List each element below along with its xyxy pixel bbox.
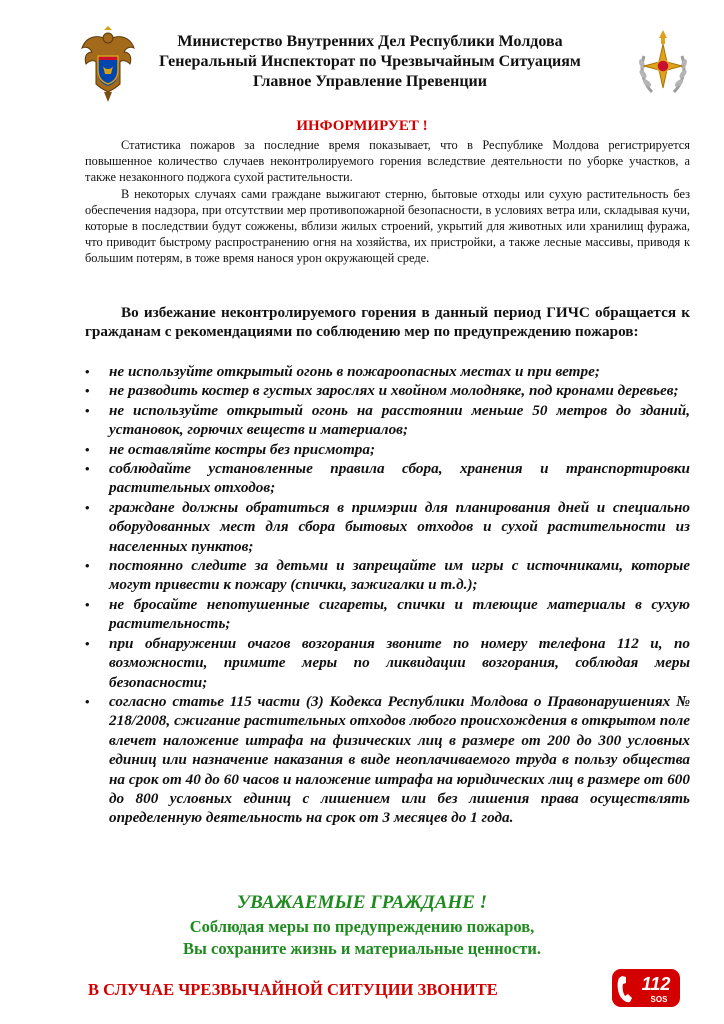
list-item bbox=[85, 459, 690, 498]
bullet-icon: • bbox=[85, 635, 90, 651]
appeal-paragraph: Во избежание неконтролируемого горения в данный период ГИЧС обращается к гражданам с рекомендациями по соблюдению мер по предупреждению пожаров: bbox=[85, 304, 690, 341]
list-item bbox=[85, 692, 690, 828]
list-item bbox=[85, 634, 690, 692]
bullet-icon: • bbox=[85, 383, 90, 399]
ministry-title: Министерство Внутренних Дел Республики Молдова bbox=[177, 33, 563, 50]
directorate-title: Главное Управление Превенции bbox=[253, 73, 487, 90]
badge-number: 112 bbox=[641, 974, 671, 994]
intro-paragraph: В некоторых случаях сами граждане выжигают стерню, бытовые отходы или сухую растительность без обеспечения надзора, при отсутствии мер противопожарной безопасности, в условиях ветра или, складывая кучи, которые в последствии будут сожжены, вблизи жилых строений, укрытий для животных или хранилищ фуража, что приводит быстрому распространению огня на хозяйства, их пристройки, а также лесные массивы, приводя к большим потерям, в тоже время нанося урон окружающей среде. bbox=[85, 186, 690, 266]
intro-text bbox=[85, 137, 690, 267]
closing-line: Соблюдая меры по предупреждению пожаров, bbox=[189, 917, 535, 936]
bullet-icon: • bbox=[85, 558, 90, 574]
rule-text: не разводить костер в густых зарослях и хвойном молодняке, под кронами деревьев; bbox=[109, 382, 679, 400]
header bbox=[0, 26, 724, 106]
badge-sos: SOS bbox=[650, 995, 668, 1004]
list-item bbox=[85, 556, 690, 595]
closing-line: Вы сохраните жизнь и материальные ценности. bbox=[183, 939, 541, 958]
list-item bbox=[85, 362, 690, 381]
bullet-icon: • bbox=[85, 461, 90, 477]
igsu-star-emblem-icon bbox=[632, 26, 694, 104]
appeal-text bbox=[85, 303, 690, 342]
bullet-icon: • bbox=[85, 499, 90, 515]
rule-text: при обнаружении очагов возгорания звоните по номеру телефона 112 и, по возможности, примите меры по ликвидации возгорания, соблюдая меры безопасности; bbox=[109, 634, 690, 691]
intro-paragraph: Статистика пожаров за последние время показывает, что в Республике Молдова регистрируется повышенное количество случаев неконтролируемого горения вследствие деятельности по уборке участков, а также незаконного поджога сухой растительности. bbox=[85, 138, 690, 185]
list-item bbox=[85, 595, 690, 634]
rule-text: граждане должны обратиться в примэрии для планирования дней и специально оборудованных мест для сбора бытовых отходов и сухой растительности из населенных пунктов; bbox=[109, 498, 690, 555]
header-titles bbox=[150, 32, 590, 92]
rule-text: постоянно следите за детьми и запрещайте им игры с источниками, которые могут привести к пожару (спички, зажигалки и т.д.); bbox=[109, 557, 690, 594]
emergency-112-badge bbox=[611, 968, 681, 1008]
rule-text: не используйте открытый огонь в пожароопасных местах и при ветре; bbox=[109, 363, 600, 380]
dear-citizens-heading: УВАЖАЕМЫЕ ГРАЖДАНЕ ! bbox=[236, 892, 488, 913]
rule-text: не используйте открытый огонь на расстоянии меньше 50 метров до зданий, установок, горючих веществ и материалов; bbox=[109, 401, 690, 439]
rule-text: согласно статье 115 части (3) Кодекса Республики Молдова о Правонарушениях № 218/2008, сжигание растительных отходов любого происхождения в открытом поле влечет наложение штрафа на физических лиц в размере от 200 до 300 условных единиц или назначение наказания в виде неоплачиваемого труда в пользу общества на срок от 40 до 60 часов и наложение штрафа на юридических лиц в размере от 600 до 800 условных единиц с лишением или без лишения права осуществлять определенную деятельность на срок от 3 месяцев до 1 года. bbox=[109, 692, 690, 827]
informs-heading: ИНФОРМИРУЕТ ! bbox=[296, 118, 428, 134]
list-item bbox=[85, 498, 690, 556]
list-item bbox=[85, 381, 690, 400]
rule-text: не бросайте непотушенные сигареты, спички и тлеющие материалы в сухую растительность; bbox=[109, 595, 690, 633]
bullet-icon: • bbox=[85, 364, 90, 379]
inspectorate-title: Генеральный Инспекторат по Чрезвычайным Ситуациям bbox=[159, 53, 581, 70]
bullet-icon: • bbox=[85, 596, 90, 612]
bullet-icon: • bbox=[85, 402, 90, 418]
rule-text: не оставляйте костры без присмотра; bbox=[109, 440, 376, 458]
emergency-call-text: В СЛУЧАЕ ЧРЕЗВЫЧАЙНОЙ СИТУЦИИ ЗВОНИТЕ bbox=[88, 980, 498, 999]
rule-text: соблюдайте установленные правила сбора, хранения и транспортировки растительных отходов; bbox=[109, 460, 690, 497]
list-item bbox=[85, 440, 690, 459]
safety-rules-list bbox=[85, 362, 690, 828]
bullet-icon: • bbox=[85, 441, 90, 457]
list-item bbox=[85, 401, 690, 440]
bullet-icon: • bbox=[85, 693, 90, 709]
moldova-coat-of-arms-icon bbox=[80, 26, 136, 104]
closing-message bbox=[0, 916, 724, 960]
